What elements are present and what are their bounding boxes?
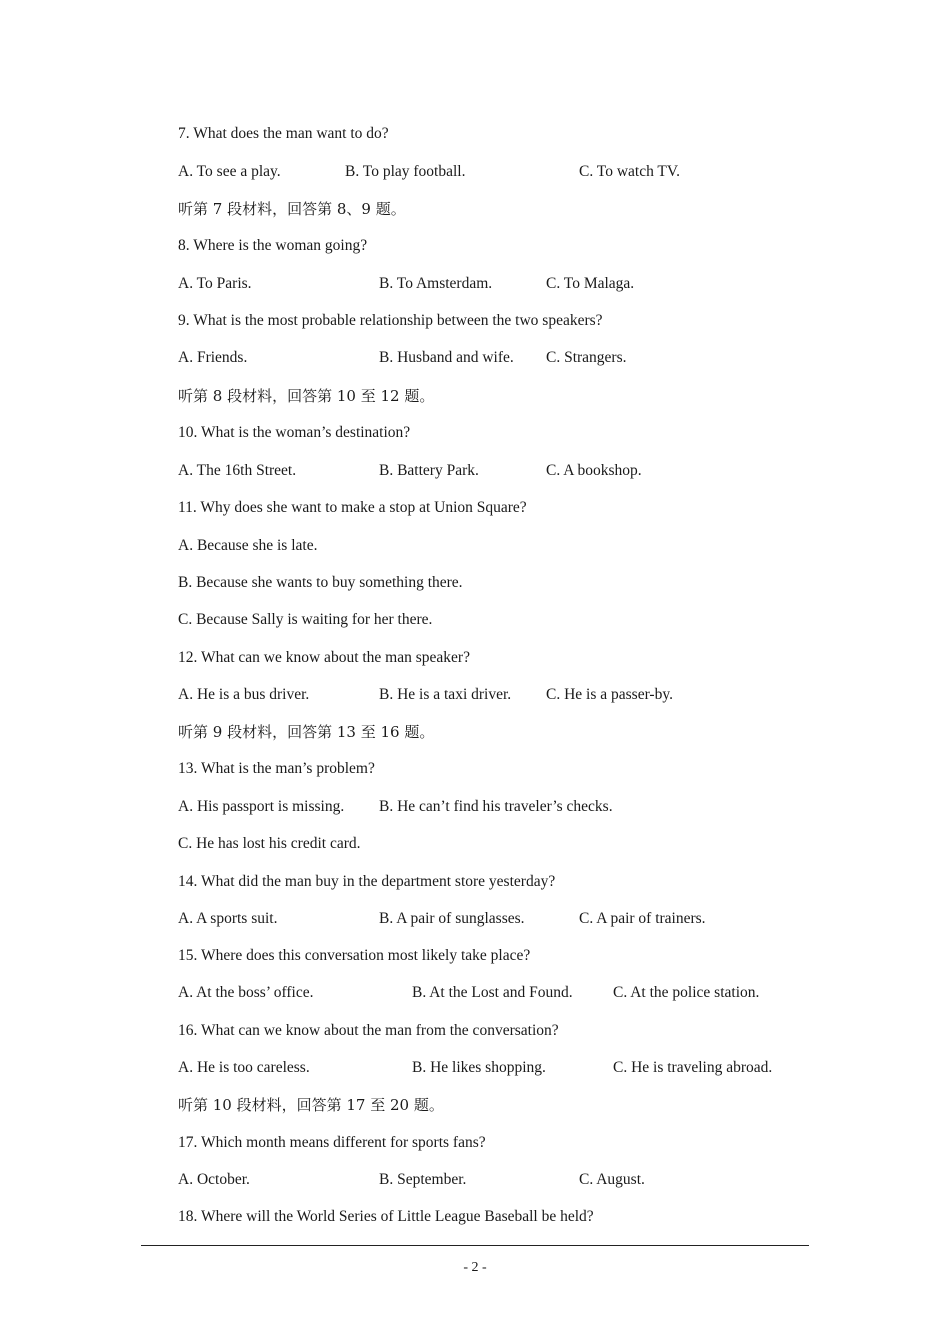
option-b: B. To Amsterdam. [379, 275, 493, 292]
option-a: A. At the boss’ office. [178, 984, 314, 1001]
option-c: C. At the police station. [613, 984, 760, 1001]
option-a: A. The 16th Street. [178, 462, 297, 479]
question-13: 13. What is the man’s problem? [178, 760, 375, 777]
option-a: A. To Paris. [178, 275, 252, 292]
question-10: 10. What is the woman’s destination? [178, 424, 411, 441]
question-8: 8. Where is the woman going? [178, 237, 368, 254]
option-a: A. To see a play. [178, 163, 281, 180]
option-c: C. To Malaga. [546, 275, 635, 292]
option-a: A. Because she is late. [178, 537, 318, 554]
question-7: 7. What does the man want to do? [178, 125, 389, 142]
option-c: C. Strangers. [546, 349, 627, 366]
option-c: C. August. [579, 1171, 645, 1188]
option-a: A. October. [178, 1171, 250, 1188]
section-heading: 听第 10 段材料，回答第 17 至 20 题。 [178, 1096, 444, 1114]
section-heading: 听第 9 段材料，回答第 13 至 16 题。 [178, 723, 435, 741]
option-c: C. A pair of trainers. [579, 910, 706, 927]
option-c: C. He is traveling abroad. [613, 1059, 773, 1076]
option-b: B. He is a taxi driver. [379, 686, 512, 703]
option-a: A. He is a bus driver. [178, 686, 310, 703]
option-b: B. He likes shopping. [412, 1059, 546, 1076]
page-number: - 2 - [463, 1260, 487, 1275]
question-17: 17. Which month means different for sports fans? [178, 1134, 486, 1151]
question-14: 14. What did the man buy in the department store yesterday? [178, 873, 556, 890]
option-b: B. To play football. [345, 163, 466, 180]
option-c: C. He is a passer-by. [546, 686, 673, 703]
section-heading: 听第 7 段材料，回答第 8、9 题。 [178, 200, 406, 218]
option-c: C. He has lost his credit card. [178, 835, 361, 852]
option-b: B. Because she wants to buy something there. [178, 574, 463, 591]
question-12: 12. What can we know about the man speaker? [178, 649, 470, 666]
option-a: A. His passport is missing. [178, 798, 345, 815]
option-a: A. A sports suit. [178, 910, 278, 927]
option-b: B. Husband and wife. [379, 349, 514, 366]
question-18: 18. Where will the World Series of Little League Baseball be held? [178, 1208, 594, 1225]
option-a: A. Friends. [178, 349, 248, 366]
question-9: 9. What is the most probable relationship between the two speakers? [178, 312, 603, 329]
question-15: 15. Where does this conversation most likely take place? [178, 947, 531, 964]
option-c: C. Because Sally is waiting for her there. [178, 611, 433, 628]
question-11: 11. Why does she want to make a stop at Union Square? [178, 499, 527, 516]
option-b: B. A pair of sunglasses. [379, 910, 525, 927]
section-heading: 听第 8 段材料，回答第 10 至 12 题。 [178, 387, 435, 405]
option-b: B. Battery Park. [379, 462, 479, 479]
option-b: B. He can’t find his traveler’s checks. [379, 798, 613, 815]
question-16: 16. What can we know about the man from the conversation? [178, 1022, 559, 1039]
option-c: C. A bookshop. [546, 462, 642, 479]
option-a: A. He is too careless. [178, 1059, 310, 1076]
option-b: B. September. [379, 1171, 467, 1188]
footer-divider [141, 1245, 809, 1246]
option-c: C. To watch TV. [579, 163, 680, 180]
option-b: B. At the Lost and Found. [412, 984, 573, 1001]
